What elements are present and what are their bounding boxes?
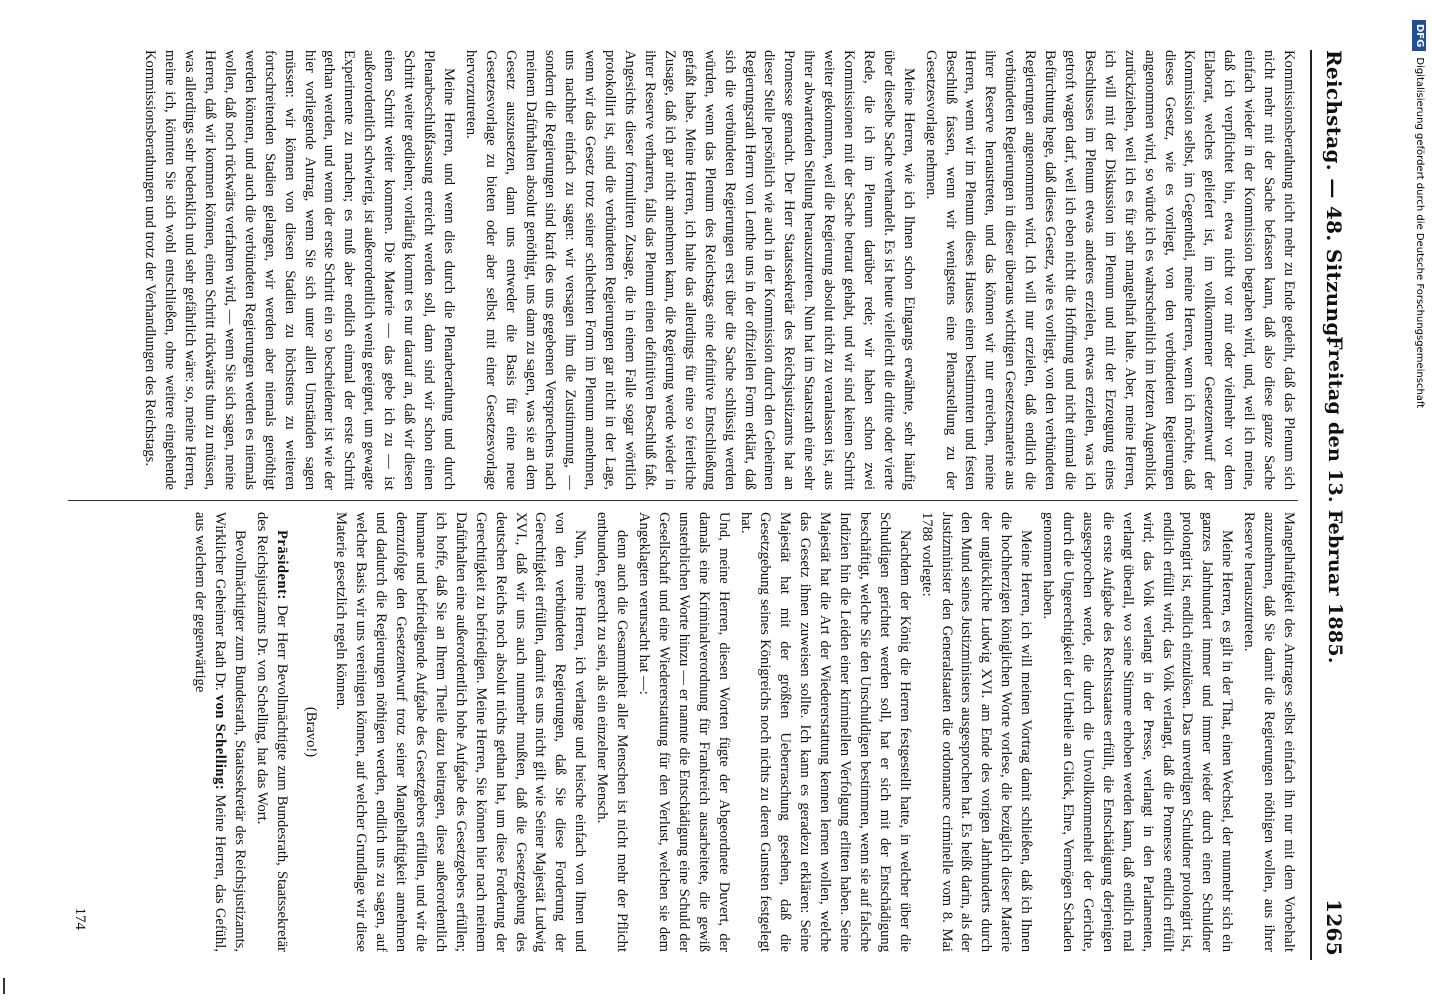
dfg-logo: DFG [1412,20,1426,51]
quotation: denn auch die Gesammtheit aller Menschen ist nicht mehr der Pflicht entbunden, gerecht zu sein, als ein einzelner Mensch. [594,512,631,952]
column-divider [68,500,1298,501]
paragraph: Und, meine Herren, diesen Worten fügte der Abgeordnete Duvert, der damals eine Kriminalverordnung für Frankreich ausarbeitete, die gewiß unsterblichen Worte hinzu — er nannte die Entschädigung eine Schuld der Gesellschaft und eine Wiedererstattung für den Verlust, welchen sie dem Angeklagten verursacht hat —: [636,512,732,952]
running-header-date: Freitag den 13. Februar 1885. [1324,336,1346,664]
signature-mark: 174 [72,907,88,930]
paragraph: Meine Herren, es gilt in der That, einen Wechsel, der nunmehr sich ein ganzes Jahrhundert immer und immer wieder durch einen Schuldner prolongirt ist, endlich einzulösen. Das unverdigen Schuldner prolongirt ist, endlich erfüllt wird; das Volk verlangt, daß die Promesse endlich erfüllt wird; das Volk verlangt in der Presse, verlangt in den Parlamenten, verlangt überall, wo seine Stimme erhoben werden kann, daß endlich mal die erste Aufgabe des Rechtsstaates erfüllt, die Entschädigung derjenigen ausgesprochen werde, die durch die Unvollkommenheit der Gerichte, durch die Ungerechtigkeit der Urtheile an Glück, Ehre, Vermögen Schaden genommen haben. [1040,512,1236,952]
header-rule [1310,50,1312,960]
speaker-text: Meine Herren, das Gefühl, aus welchem der gegenwärtige [191,512,228,952]
right-column [68,512,1298,952]
applause-note: (Bravo!) [303,706,320,758]
digitization-credit [1410,20,1428,980]
left-column [68,50,1298,490]
paragraph: Meine Herren, wie ich Ihnen schon Eingangs erwähnte, sehr häufig über dieselbe Sache verhandelt. Es ist heute vielleicht die dritte oder vierte Rede, die ich im Plenum darüber rede; wir haben schon zwei Kommissionen mit der Sache betraut gehabt, und wir sind keinen Schritt weiter gekommen, weil die Regierung absolut nicht zu veranlassen ist, aus ihrer abwartenden Stellung herauszutreten. Nun hat im Staatsrath eine sehr Promesse gemacht. Der Herr Staatssekretär des Reichsjustizamts hat an dieser Stelle persönlich wie auch in der Kommission durch den Geheimen Regierungsrath Herrn von Lenthe uns in der offiziellen Form erklärt, daß sich die verbündeten Regierungen erst über die Sache schlüssig werden würden, wenn das Plenum des Reichstags eine definitive Entschließung gefaßt habe. Meine Herren, ich halte das allerdings für eine so feierliche Zusage, daß ich gar nicht annehmen kann, die Regierung werde wieder in ihrer Reserve verharren, falls das Plenum einen definitiven Beschluß faßt. Angesichts dieser formulirten Zusage, die in einem Falle sogar wörtlich protokollirt ist, sind die verbündeten Regierungen gar nicht in der Lage, wenn wir das Gesetz trotz seiner schlechten Form im Plenum annehmen, uns nachher einfach zu sagen: wir versagen ihm die Zustimmung, — sondern die Regierungen sind kraft des uns gegebenen Versprechens nach meinem Dafürhalten absolut genöthigt, uns dann zu sagen, was sie an dem Gesetz auszusetzen, dann uns entweder die Basis für eine neue Gesetzesvorlage zu bieten oder aber selbst mit einer Gesetzesvorlage hervorzutreten. [462,50,917,490]
paragraph: Meine Herren, ich will meinen Vortrag damit schließen, daß ich Ihnen die hochherzigen königlichen Worte vorlese, die bezüglich dieser Materie der unglückliche Ludwig XVI. am Ende des vorigen Jahrhunderts durch den Mund seines Justizministers ausgesprochen hat. Es heißt darin, als der Justizminister den Generalstaaten die ordonnance criminelle vom 8. Mai 1788 vorlegte: [918,512,1035,952]
quotation: Nachdem der König die Herren festgestellt hatte, in welcher über die Schuldigen gerichtet werden soll, hat er sich mit der Entschädigung beschäftigt, welche Sie den Unschuldigen bestimmen, wenn sie auf falsche Indizien hin die Leiden einer kriminellen Verfolgung erlitten haben. Seine Majestät hat die Art der Wiedererstattung kennen lernen wollen, welche das Gesetz ihnen zuweisen sollte. Ich kann es geradezu erklären: Seine Majestät hat mit der größten Ueberraschung gesehen, daß die Gesetzgebung seines Königreichs noch nichts zu deren Gunsten festgelegt hat. [737,512,913,952]
president-text: Der Herr Bevollmächtigte zum Bundesrath, Staatssekretär des Reichsjustizamts Dr. von Schelling, hat das Wort. [253,512,290,952]
paragraph: Kommissionsberathung nicht mehr zu Ende gedeiht, daß das Plenum sich nicht mehr mit der Sache befassen kann, daß also diese ganze Sache einfach wieder in der Kommission begraben wird, und, weil ich meine, daß ich verpflichtet bin, etwa nicht vor mir oder vielmehr vor dem Elaborat, welches geliefert ist, im vollkommener Gesetzentwurf der Kommission selbst, im Gegentheil, meine Herren, wenn ich möchte, daß dieses Gesetz, wie es vorliegt, von den verbündeten Regierungen angenommen wird, so würde ich es wahrscheinlich im letzten Augenblick zurückziehen, weil ich es für sehr mangelhaft halte. Aber, meine Herren, ich will mit der Diskussion im Plenum und mit der Erzeugung eines Beschlusses im Plenum etwas anderes erzielen, etwas erzielen, was ich getroft wagen darf, weil ich eben nicht die Hoffnung und nicht einmal die Befürchtung hege, daß dieses Gesetz, wie es vorliegt, von den verbündeten Regierungen angenommen wird. Ich will nur erzielen, daß endlich die verbündeten Regierungen in dieser überaus wichtigen Gesetzesmaterie aus ihrer Reserve heraustreten, und das können wir nur erreichen, meine Herren, wenn wir im Plenum dieses Hauses einen bestimmten und festen Beschluß fassen, wenn wir wenigstens eine Plenarstellung zu der Gesetzesvorlage nehmen. [922,50,1297,490]
president-label: Präsident: [273,530,290,600]
paragraph: Nun, meine Herren, ich verlange und heische einfach von Ihnen und von den verbündeten Regierungen, daß Sie diese Forderung der Gerechtigkeit erfüllen, damit es uns nicht gilt wie Seiner Majestät Ludwig XVI., daß wir uns auch nunmehr mußten, daß die Gesetzgebung des deutschen Reichs noch absolut nichts gethan hat, um diese Forderung der Gerechtigkeit zu befriedigen. Meine Herren, Sie können hier nach meinem Dafürhalten eine außerordentlich hohe Aufgabe des Gesetzgebers erfüllen; ich hoffe, daß Sie an Ihrem Theile dazu beitragen, diese außerordentlich humane und befriedigende Aufgabe des Gesetzgebers erfüllen, und wir die demzufolge den Gesetzentwurf trotz seiner Mangelhaftigkeit annehmen und dadurch die Regierungen nöthigen werden, endlich uns zu sagen, auf welcher Basis wir uns vereinigen können, auf welcher Grundlage wir diese Materie gesetzlich regeln können. [333,512,589,952]
scan-edge-mark [3,978,5,994]
newspaper-page [30,0,1390,1000]
president-remark [251,512,291,952]
credit-text: Digitalisierung gefördert durch die Deutsche Forschungsgemeinschaft [1414,57,1425,409]
speaker-name: von Schelling: [211,694,228,791]
page-number: 1265 [1322,899,1346,956]
paragraph: Mangelhaftigkeit des Antrages selbst einfach ihn nur mit dem Vorbehalt anzunehmen, daß Sie damit die Regierungen nöthigen wollen, aus ihrer Reserve herauszutreten. [1241,512,1297,952]
running-header-left: Reichstag. — 48. Sitzung. [1322,50,1346,344]
paragraph: Meine Herren, und wenn dies durch die Plenarberathung und durch Plenarbeschlußfassung erreicht werden soll, dann sind wir schon einen Schritt weiter gediehen; vorläufig kommt es nur darauf an, daß wir diesen einen Schritt weiter kommen. Die Materie — das gebe ich zu — ist außerordentlich schwierig, ist außerordentlich wenig geeignet, um gewagte Experimente zu machen; es muß aber endlich einmal der erste Schritt gethan werden, und wenn der erste Schritt ein so bescheidener ist wie der hier vorliegende Antrag, wenn Sie sich unter allen Umständen sagen müssen: wir können von diesen Stadien zu höchstens zu weiteren fortschreitenden Stadien gelangen, wir werden aber niemals genöthigt werden können, und auch die verbündeten Regierungen werden es niemals wollen, daß noch rückwärts verfahren wird, — wenn Sie sich sagen, meine Herren, daß wir kommen können, einen Schritt rückwärts thun zu müssen, was allerdings sehr bedenklich und sehr gefährlich wäre: so, meine Herren, meine ich, könnten Sie sich wohl entschließen, ohne weitere eingehende Kommissionsberathungen und trotz der Verhandlungen des Reichstags. [142,50,457,490]
speaker-intro: Bevollmächtigter zum Bundesrath, Staatssekretär des Reichsjustizamts, Wirklicher Geheimer Rath Dr. [211,512,248,952]
speaker-remark [189,512,249,952]
